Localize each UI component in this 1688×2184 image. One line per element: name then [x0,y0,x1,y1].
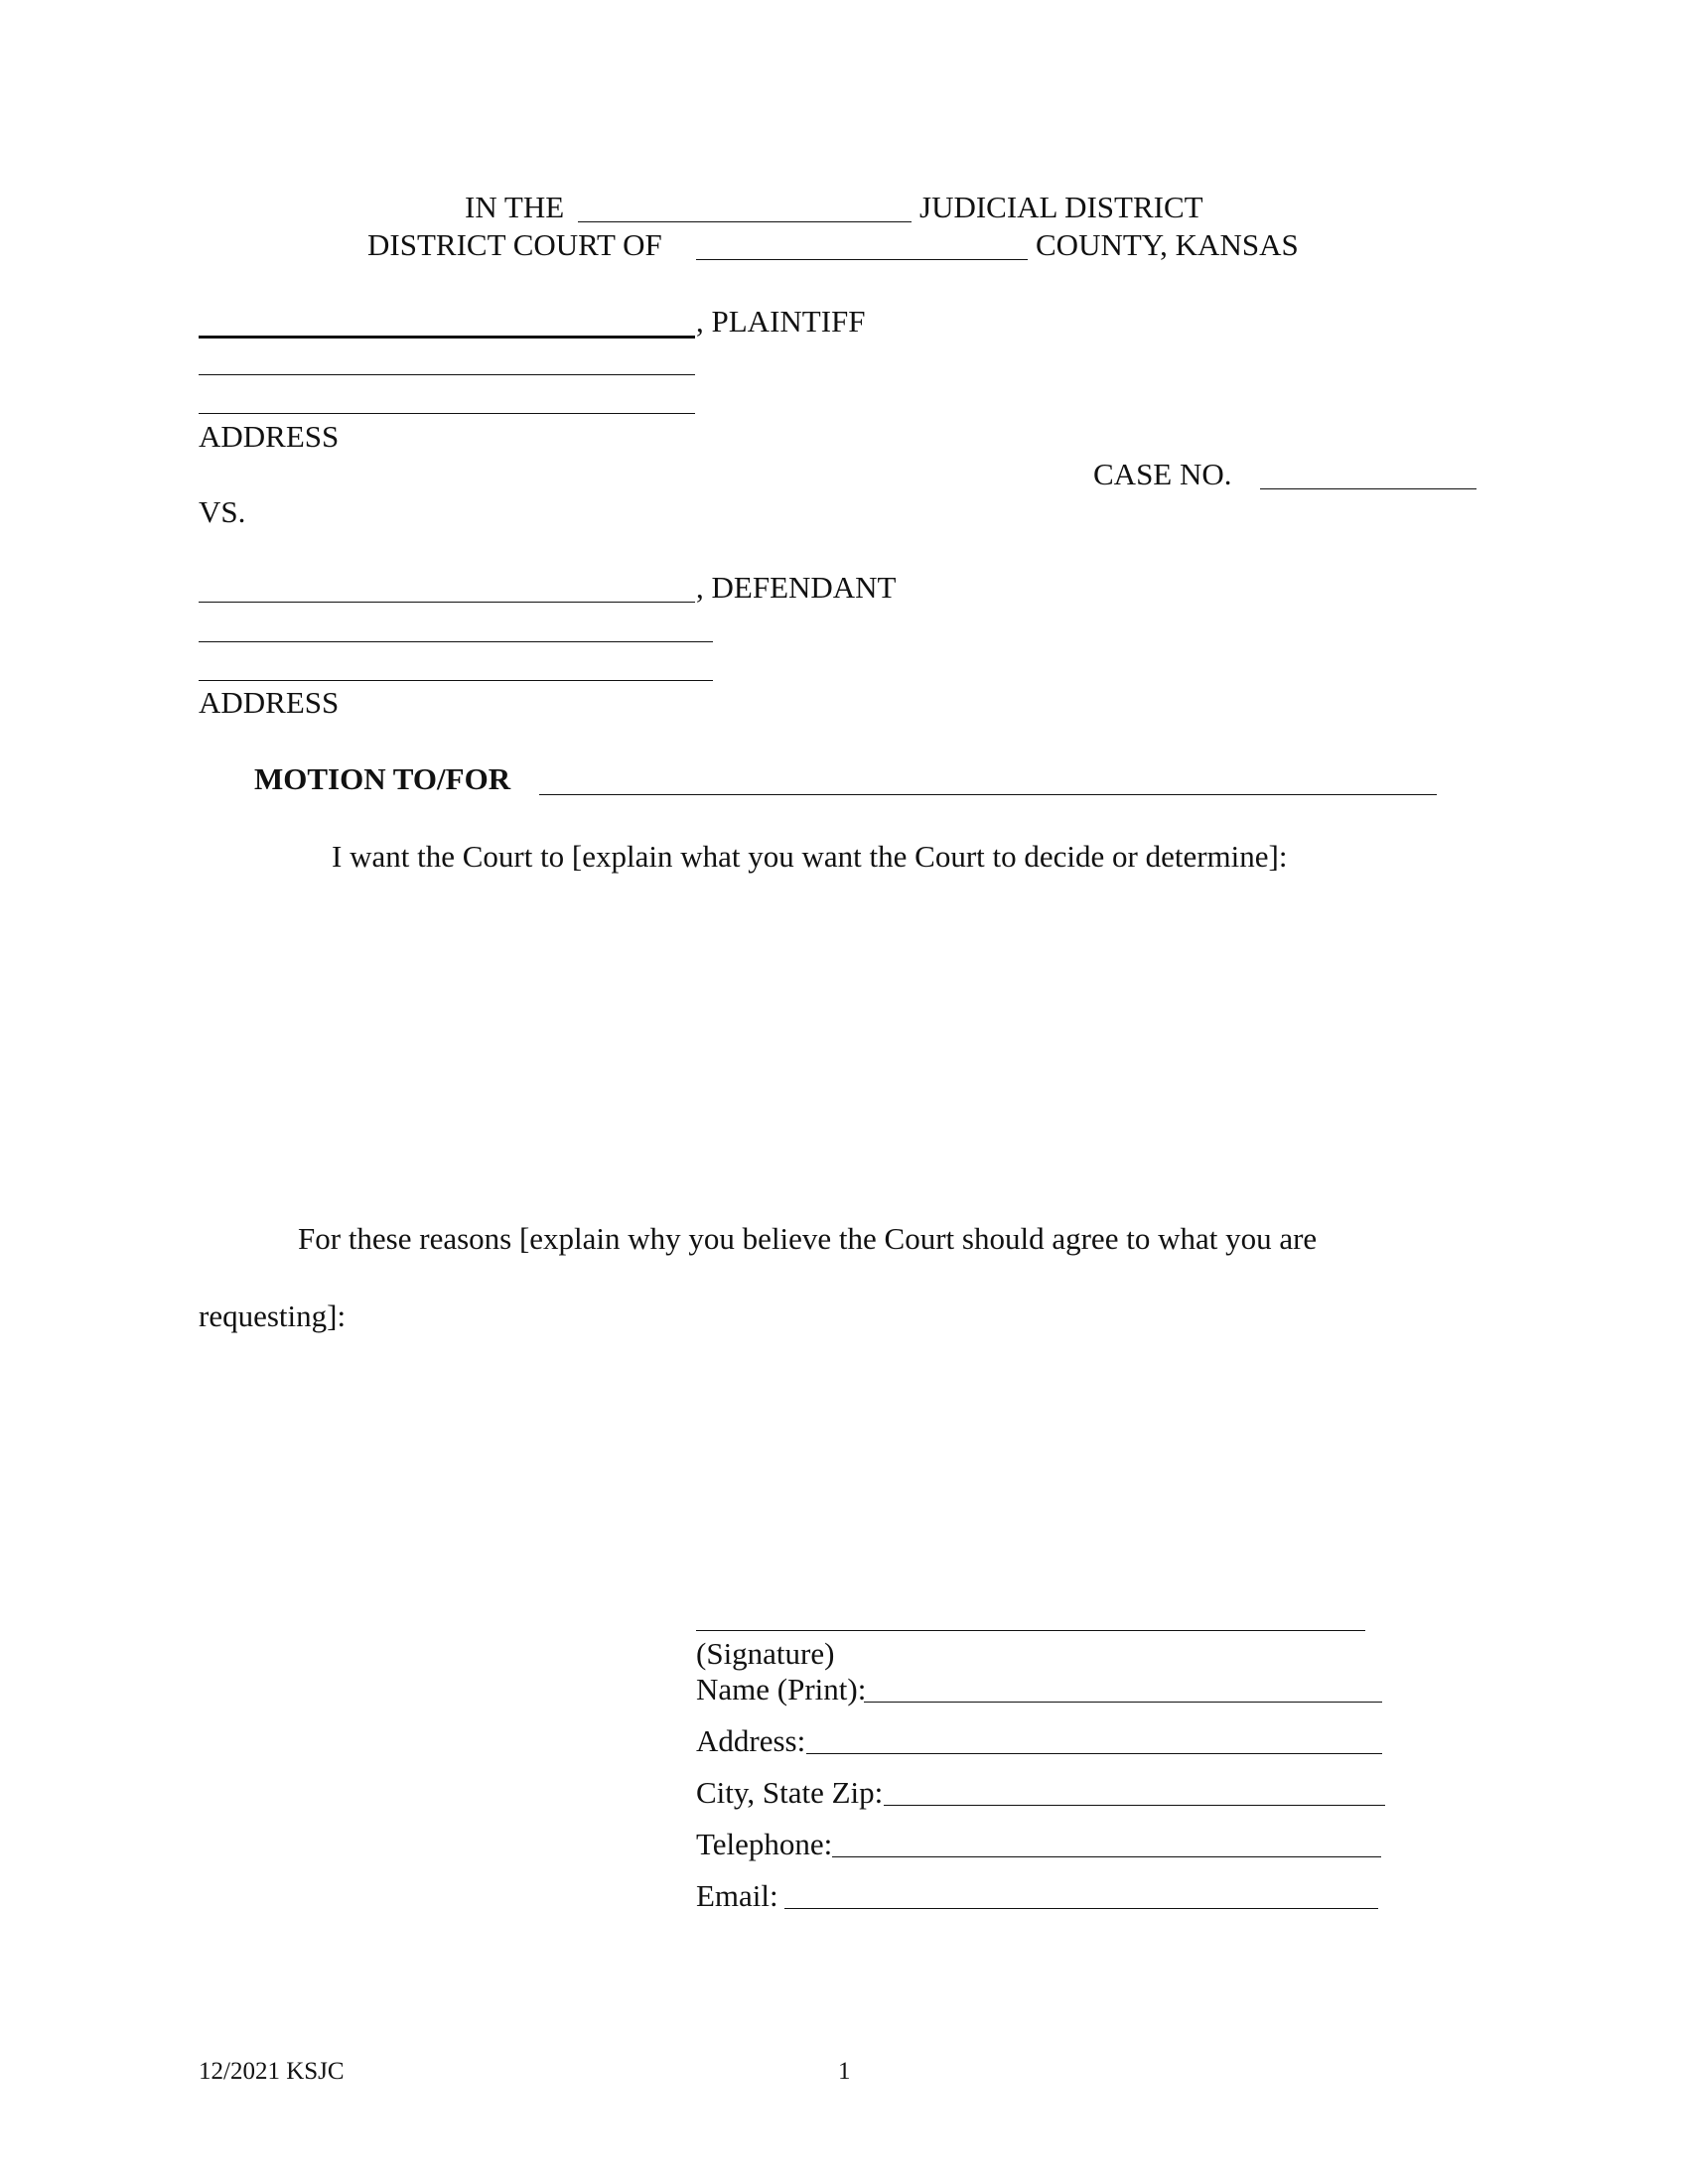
telephone-field[interactable] [832,1856,1381,1857]
defendant-address-line1[interactable] [199,641,713,642]
page-number: 1 [838,2058,851,2085]
reasons-prompt-line2: requesting]: [199,1298,347,1333]
defendant-label: , DEFENDANT [696,570,897,605]
request-prompt: I want the Court to [explain what you want the Court to decide or determine]: [332,839,1288,874]
motion-title: MOTION TO/FOR [254,761,511,796]
telephone-label: Telephone: [696,1827,833,1861]
reasons-answer-area[interactable] [199,1350,1450,1608]
county-field[interactable] [696,259,1028,260]
judicial-district-field[interactable] [578,221,912,222]
header-line2-suffix: COUNTY, KANSAS [1036,227,1299,262]
address-field[interactable] [806,1753,1382,1754]
defendant-name-field[interactable] [199,602,695,603]
motion-subject-field[interactable] [539,794,1437,795]
header-line1-suffix: JUDICIAL DISTRICT [919,190,1203,224]
case-no-field[interactable] [1260,488,1477,489]
defendant-address-line2[interactable] [199,680,713,681]
city-state-zip-field[interactable] [884,1805,1385,1806]
plaintiff-address-line1[interactable] [199,374,695,375]
versus-label: VS. [199,494,246,529]
name-print-field[interactable] [864,1702,1382,1703]
signature-field[interactable] [696,1630,1365,1631]
plaintiff-address-label: ADDRESS [199,419,340,454]
email-field[interactable] [784,1908,1378,1909]
address-label: Address: [696,1723,806,1758]
header-line2-prefix: DISTRICT COURT OF [367,227,662,262]
request-answer-area[interactable] [199,888,1450,1186]
plaintiff-address-line2[interactable] [199,413,695,414]
email-label: Email: [696,1878,778,1913]
defendant-address-label: ADDRESS [199,685,340,720]
plaintiff-name-field[interactable] [199,336,695,339]
form-code: 12/2021 KSJC [199,2058,345,2085]
signature-label: (Signature) [696,1636,835,1671]
city-state-zip-label: City, State Zip: [696,1775,884,1810]
name-print-label: Name (Print): [696,1672,867,1706]
reasons-prompt-line1: For these reasons [explain why you believe the Court should agree to what you are [298,1221,1318,1256]
case-no-label: CASE NO. [1093,457,1232,491]
header-line1-prefix: IN THE [465,190,565,224]
plaintiff-label: , PLAINTIFF [696,304,866,339]
